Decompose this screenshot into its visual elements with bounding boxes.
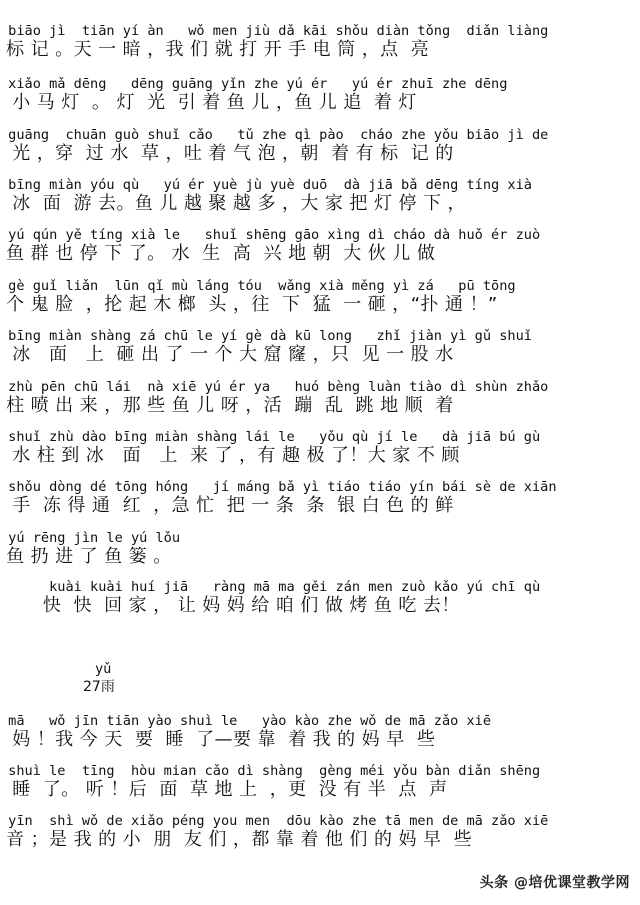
pinyin-line: shǒu dòng dé tōng hóng jí máng bǎ yì tiáo tiáo yín bái sè de xiān xyxy=(0,479,557,495)
watermark xyxy=(480,872,630,892)
pinyin-line: guāng chuān guò shuǐ cǎo tǔ zhe qì pào cháo zhe yǒu biāo jì de xyxy=(0,127,549,143)
hanzi-line: 睡 了。 听 ！后 面 草 地 上 ，更 没 有 半 点 声 xyxy=(0,779,448,800)
pinyin-line: shuǐ zhù dào bīng miàn shàng lái le yǒu qù jí le dà jiā bú gù xyxy=(0,429,541,445)
hanzi-line: 音 ；是 我 的 小 朋 友 们 ，都 靠 着 他 们 的 妈 早 些 xyxy=(0,829,473,850)
hanzi-line: 妈 ！我 今 天 要 睡 了—要 靠 着 我 的 妈 早 些 xyxy=(0,729,436,750)
hanzi-line: 鱼 群 也 停 下 了。 水 生 高 兴 地 朝 大 伙 儿 做 xyxy=(0,243,436,264)
hanzi-line: 鱼 扔 进 了 鱼 篓 。 xyxy=(0,546,172,567)
lesson-title-pinyin: yǔ xyxy=(95,661,112,677)
hanzi-line: 小 马 灯 。 灯 光 引 着 鱼 儿 ，鱼 儿 追 着 灯 xyxy=(0,92,417,113)
pinyin-line: bīng miàn yóu qù yú ér yuè jù yuè duō dà jiā bǎ dēng tíng xià xyxy=(0,177,532,193)
pinyin-line: biāo jì tiān yí àn wǒ men jiù dǎ kāi shǒu diàn tǒng diǎn liàng xyxy=(0,23,549,39)
pinyin-line: yú qún yě tíng xià le shuǐ shēng gāo xìng dì cháo dà huǒ ér zuò xyxy=(0,227,541,243)
pinyin-line: shuì le tīng hòu mian cǎo dì shàng gèng méi yǒu bàn diǎn shēng xyxy=(0,763,541,779)
hanzi-line: 手 冻 得 通 红 ，急 忙 把 一 条 条 银 白 色 的 鲜 xyxy=(0,495,454,516)
pinyin-line: xiǎo mǎ dēng dēng guāng yǐn zhe yú ér yú ér zhuī zhe dēng xyxy=(0,76,508,92)
hanzi-line: 水 柱 到 冰 面 上 来 了 ，有 趣 极 了！大 家 不 顾 xyxy=(0,445,460,466)
pinyin-line: gè guǐ liǎn lūn qǐ mù láng tóu wǎng xià měng yì zá pū tōng xyxy=(0,278,516,294)
pinyin-line: yú rēng jìn le yú lǒu xyxy=(0,530,181,546)
pinyin-line: zhù pēn chū lái nà xiē yú ér ya huó bèng luàn tiào dì shùn zhǎo xyxy=(0,379,549,395)
hanzi-line: 冰 面 上 砸 出 了 一 个 大 窟 窿 ，只 见 一 股 水 xyxy=(0,344,454,365)
hanzi-line: 冰 面 游 去。鱼 儿 越 聚 越 多 ，大 家 把 灯 停 下 ， xyxy=(0,193,466,214)
hanzi-line: 柱 喷 出 来 ，那 些 鱼 儿 呀 ，活 蹦 乱 跳 地 顺 着 xyxy=(0,395,454,416)
pinyin-line: mā wǒ jīn tiān yào shuì le yào kào zhe wǒ de mā zǎo xiē xyxy=(0,713,492,729)
hanzi-line: 光 ，穿 过 水 草 ，吐 着 气 泡 ，朝 着 有 标 记 的 xyxy=(0,143,454,164)
pinyin-line: yīn shì wǒ de xiǎo péng you men dōu kào zhe tā men de mā zǎo xiē xyxy=(0,813,549,829)
hanzi-line: 快 快 回 家 ， 让 妈 妈 给 咱 们 做 烤 鱼 吃 去！ xyxy=(0,595,460,616)
pinyin-line: bīng miàn shàng zá chū le yí gè dà kū long zhǐ jiàn yì gǔ shuǐ xyxy=(0,328,532,344)
hanzi-line: 标 记 。天 一 暗 ，我 们 就 打 开 手 电 筒 ，点 亮 xyxy=(0,39,430,60)
hanzi-line: 个 鬼 脸 ，抡 起 木 榔 头 ，往 下 猛 一 砸 ，“扑 通 ！” xyxy=(0,294,498,315)
pinyin-line: kuài kuài huí jiā ràng mā ma gěi zán men zuò kǎo yú chī qù xyxy=(0,579,541,595)
lesson-title: 27雨 xyxy=(83,679,115,695)
watermark-text: 头条 @培优课堂教学网 xyxy=(479,875,630,891)
